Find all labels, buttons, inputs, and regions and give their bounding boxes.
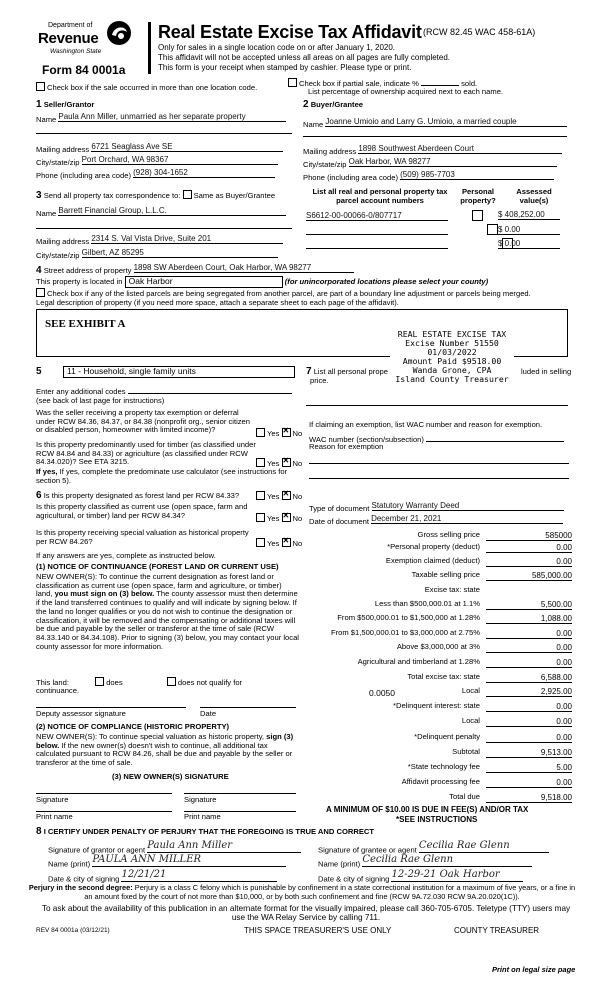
- stamp-line: 01/03/2022: [427, 347, 477, 358]
- seller-name-row: Name Paula Ann Miller, unmarried as her separate property: [36, 112, 292, 125]
- timber-question: Is this property predominantly used for timber (as classified under RCW 84.84 and 84.33) or agriculture (as classified under RCW 84.34.020)? See ETA 3215.: [36, 440, 256, 467]
- calc-row: From $1,500,000.01 to $3,000,000 at 2.75% 0.00: [330, 628, 572, 638]
- buyer-heading: 2 Buyer/Grantee: [303, 99, 364, 110]
- seller-phone-row: Phone (including area code) (928) 304-1652: [36, 168, 275, 181]
- reason-line[interactable]: [309, 463, 569, 464]
- stamp-line: REAL ESTATE EXCISE TAX: [397, 329, 507, 339]
- print-name-label: Print name: [184, 812, 221, 821]
- use-code-select[interactable]: 11 - Household, single family units: [63, 366, 295, 378]
- buyer-city-field[interactable]: Oak Harbor, WA 98277: [349, 157, 557, 167]
- exemption-question: Was the seller receiving a property tax exemption or deferral under RCW 84.36, 84.37, or 84.38 (nonprofit org., senior citizen or disabled person, homeowner with limited income)?: [36, 408, 251, 435]
- same-as-buyer-checkbox[interactable]: [183, 190, 192, 199]
- dor-logo: [36, 22, 136, 78]
- personal-property-line[interactable]: [306, 405, 568, 406]
- county-treasurer-label: COUNTY TREASURER: [454, 926, 540, 935]
- buyer-mail-row: Mailing address 1898 Southwest Aberdeen Court: [303, 144, 562, 157]
- forest-yes-checkbox[interactable]: [256, 491, 265, 500]
- timber-yn: Yes ✕ No: [256, 458, 302, 469]
- corr-name-row: Name Barrett Financial Group, L.L.C.: [36, 206, 286, 219]
- parcel-value-row: [498, 225, 560, 238]
- parcel-value-row: [498, 210, 560, 223]
- partial-percent-field[interactable]: [421, 77, 459, 86]
- dept-line1: Department of: [48, 22, 93, 29]
- partial-sale-check: Check box if partial sale, indicate % sold.: [288, 77, 477, 89]
- parcel-row: [306, 239, 448, 252]
- wac-claim-note: If claiming an exemption, list WAC number and reason for exemption.: [309, 420, 543, 429]
- exemption-yn: Yes ✕ No: [256, 428, 302, 439]
- continuance-word: continuance.: [36, 686, 80, 695]
- deputy-date-line[interactable]: [200, 707, 296, 708]
- segregated-checkbox[interactable]: [36, 288, 45, 297]
- wac-number-field[interactable]: [426, 433, 564, 442]
- reason-label: Reason for exemption: [309, 442, 384, 451]
- parcel-number-field[interactable]: S6612-00-00066-0/807717: [306, 211, 448, 221]
- seller-name-field[interactable]: Paula Ann Miller, unmarried as her separate property: [58, 112, 286, 122]
- stamp-line: Amount Paid $9518.00: [402, 356, 502, 367]
- grantor-date-row: Date & city of signing 12/21/21: [48, 869, 277, 884]
- grantee-date-row: Date & city of signing 12-29-21 Oak Harbor: [318, 869, 523, 884]
- revenue-swirl-icon: [106, 20, 132, 46]
- historic-yes-checkbox[interactable]: [256, 538, 265, 547]
- parcel-value-row: [498, 239, 560, 252]
- alternate-format-note: To ask about the availability of this publication in an alternate format for the visually impaired, please call 360-705-6705. Teletype (TTY) users may use the WA Relay Service by calling 711.: [41, 904, 571, 923]
- grantee-date-city[interactable]: 12-29-21 Oak Harbor: [391, 869, 523, 882]
- timber-no-checkbox[interactable]: [282, 458, 291, 467]
- exemption-no-checkbox[interactable]: [282, 428, 291, 437]
- calc-value[interactable]: 0.00: [486, 778, 572, 788]
- calc-value[interactable]: 585000: [486, 531, 572, 541]
- parcel-personal-checkbox[interactable]: [487, 224, 498, 235]
- property-street-row: 4 Street address of property 1898 SW Aberdeen Court, Oak Harbor, WA 98277: [36, 263, 354, 277]
- partial-sale-checkbox[interactable]: [288, 78, 297, 87]
- add-codes-row: Enter any additional codes: [36, 385, 292, 397]
- forest-question-row: 6 Is this property designated as forest land per RCW 84.33?: [36, 490, 240, 501]
- calc-value[interactable]: 1,088.00: [486, 614, 572, 624]
- calc-row: Agricultural and timberland at 1.28% 0.00: [357, 657, 572, 667]
- buyer-name-field[interactable]: Joanne Umioio and Larry G. Umioio, a married couple: [325, 117, 567, 127]
- doc-type-field[interactable]: Statutory Warranty Deed: [372, 501, 564, 511]
- dept-line2: Revenue: [38, 30, 99, 47]
- calc-row: Total excise tax: state 6,588.00: [407, 672, 572, 682]
- calc-row: Subtotal 9,513.00: [452, 747, 572, 757]
- calc-value[interactable]: 0.00: [486, 658, 572, 668]
- doc-date-row: Date of document December 21, 2021: [309, 514, 563, 527]
- buyer-name-row: Name Joanne Umioio and Larry G. Umioio, a married couple: [303, 117, 567, 130]
- deputy-sig-line[interactable]: [36, 707, 186, 708]
- form-title: Real Estate Excise Tax Affidavit: [158, 22, 422, 42]
- print-name-label: Print name: [36, 812, 73, 821]
- calc-row: Above $3,000,000 at 3% 0.00: [396, 642, 572, 652]
- calc-value[interactable]: 0.00: [486, 717, 572, 727]
- current-use-yn: Yes ✕ No: [256, 513, 302, 524]
- calc-value[interactable]: 2,925.00: [486, 687, 572, 697]
- calc-value[interactable]: 585,000.00: [486, 571, 572, 581]
- treasurer-use-note: THIS SPACE TREASURER'S USE ONLY: [244, 926, 392, 935]
- signature-label: Signature: [184, 795, 217, 804]
- calc-row: Taxable selling price 585,000.00: [411, 570, 572, 580]
- corr-mail-field[interactable]: 2314 S. Val Vista Drive, Suite 201: [91, 234, 283, 244]
- doc-date-field[interactable]: December 21, 2021: [371, 514, 563, 524]
- calc-row: Affidavit processing fee 0.00: [401, 777, 572, 787]
- if-yes-note: If yes, If yes, complete the predominate use calculator (see instructions for section 5).: [36, 467, 288, 485]
- multi-location-checkbox[interactable]: [36, 82, 45, 91]
- parcel-col-personal: Personal property?: [460, 187, 496, 205]
- print-legal-note: Print on legal size page: [492, 965, 576, 974]
- form-number: Form 84 0001a: [42, 63, 126, 77]
- form-title-ref: (RCW 82.45 WAC 458-61A): [423, 27, 536, 37]
- grantor-date-city[interactable]: 12/21/21: [121, 869, 277, 882]
- reason-line[interactable]: [309, 478, 569, 479]
- legal-description: SEE EXHIBIT A: [45, 318, 126, 330]
- calc-value[interactable]: 6,588.00: [486, 673, 572, 683]
- buyer-mail-field[interactable]: 1898 Southwest Aberdeen Court: [358, 144, 562, 154]
- grantee-sig-row: Signature of grantee or agent Cecilia Rae Glenn: [318, 840, 549, 855]
- calc-row: *Delinquent interest: state 0.00: [393, 701, 572, 711]
- calc-value[interactable]: 0.00: [486, 643, 572, 653]
- grantor-sig-row: Signature of grantor or agent Paula Ann Miller: [48, 840, 301, 855]
- corr-name-field[interactable]: Barrett Financial Group, L.L.C.: [58, 206, 286, 216]
- legal-label: Legal description of property (if you need more space, attach a separate sheet to each page of the affidavit).: [36, 298, 399, 307]
- header-divider: [148, 22, 151, 74]
- if-any-note: If any answers are yes, complete as instructed below.: [36, 551, 216, 560]
- grantor-name-row: Name (print) PAULA ANN MILLER: [48, 854, 286, 869]
- grantor-signature[interactable]: Paula Ann Miller: [147, 840, 301, 853]
- seller-phone-field[interactable]: (928) 304-1652: [133, 168, 275, 178]
- compliance-heading: (2) NOTICE OF COMPLIANCE (HISTORIC PROPERTY): [36, 722, 230, 731]
- calc-row: Exemption claimed (deduct) 0.00: [385, 556, 572, 566]
- forest-no-checkbox[interactable]: [282, 491, 291, 500]
- current-use-no-checkbox[interactable]: [282, 513, 291, 522]
- segregated-check: Check box if any of the listed parcels are being segregated from another parcel, are part of a boundary line adjustment or parcels being merged.: [36, 288, 531, 299]
- revision-number: REV 84 0001a (03/12/21): [36, 927, 110, 934]
- does-checkbox[interactable]: [95, 677, 104, 686]
- grantee-name-row: Name (print) Cecilia Rae Glenn: [318, 854, 532, 869]
- wac-number-row: WAC number (section/subsection): [309, 433, 564, 445]
- calc-value[interactable]: 9,513.00: [486, 748, 572, 758]
- section7-price: price.: [310, 376, 329, 385]
- multi-location-check: Check box if the sale occurred in more than one location code.: [36, 82, 257, 93]
- calc-value[interactable]: 0.00: [486, 543, 572, 553]
- new-owner-sig-heading: (3) NEW OWNER(S) SIGNATURE: [112, 772, 229, 781]
- parcel-value-field[interactable]: $ 0.00: [498, 225, 560, 235]
- dept-line3: Washington State: [50, 48, 102, 55]
- header-sub3: This form is your receipt when stamped by cashier. Please type or print.: [158, 63, 412, 72]
- local-rate: 0.0050: [369, 688, 395, 698]
- historic-question: Is this property receiving special valuation as historical property per RCW 84.26?: [36, 528, 249, 546]
- seller-name-line2: [36, 133, 292, 134]
- parcel-col-numbers: List all real and personal property tax parcel account numbers: [312, 187, 448, 205]
- calc-row: Excise tax: state: [424, 585, 480, 594]
- continuance-text: NEW OWNER(S): To continue the current designation as forest land or classification as current use (open space, farm and agriculture, or timber) land, you must sign on (3) below. The county assessor must then determine if the land transferred continues to qualify and will indicate by signing below. If the land no longer qualifies or you do not wish to continue the designation or classification, it will be removed and the compensating or additional taxes will be due and payable by the seller or transferor at the time of sale (RCW 84.33.140 or 84.34.108). Prior to signing (3) below, you may contact your local county assessor for more information.: [36, 572, 299, 651]
- calc-row: Local 0.00: [461, 716, 572, 726]
- exemption-yes-checkbox[interactable]: [256, 428, 265, 437]
- seller-heading: 1 Seller/Grantor: [36, 99, 95, 110]
- add-codes-field[interactable]: [128, 385, 292, 394]
- current-use-yes-checkbox[interactable]: [256, 513, 265, 522]
- new-owner-sig-line[interactable]: [36, 793, 172, 794]
- grantor-print-name[interactable]: PAULA ANN MILLER: [92, 854, 286, 867]
- parcel-col-value: Assessed value(s): [516, 187, 552, 205]
- calc-value[interactable]: 0.00: [486, 557, 572, 567]
- calc-value[interactable]: 9,518.00: [486, 793, 572, 803]
- calc-row: Gross selling price 585000: [417, 530, 572, 540]
- calc-value[interactable]: 0.00: [486, 702, 572, 712]
- calc-row: Less than $500,000.01 at 1.1% 5,500.00: [374, 599, 572, 609]
- located-select[interactable]: Oak Harbor: [125, 276, 283, 288]
- buyer-city-row: City/state/zip Oak Harbor, WA 98277: [303, 157, 557, 170]
- buyer-phone-row: Phone (including area code) (509) 985-7703: [303, 170, 554, 183]
- treasurer-stamp: [390, 330, 514, 384]
- signature-label: Signature: [36, 795, 69, 804]
- buyer-phone-field[interactable]: (509) 985-7703: [400, 170, 554, 180]
- current-use-question: Is this property classified as current use (open space, farm and agricultural, or timber) land per RCW 84.34?: [36, 502, 248, 520]
- doc-type-row: Type of document Statutory Warranty Deed: [309, 501, 564, 514]
- minimum-note: A MINIMUM OF $10.00 IS DUE IN FEE(S) AND/OR TAX: [326, 805, 529, 814]
- corr-city-row: City/state/zip Gilbert, AZ 85295: [36, 248, 278, 261]
- seller-mail-field[interactable]: 6721 Seaglass Ave SE: [91, 142, 283, 152]
- new-owner-sig-line[interactable]: [184, 793, 296, 794]
- certify-row: 8 I CERTIFY UNDER PENALTY OF PERJURY THAT THE FOREGOING IS TRUE AND CORRECT: [36, 826, 375, 837]
- grantee-print-name[interactable]: Cecilia Rae Glenn: [362, 854, 532, 867]
- historic-yn: Yes ✕ No: [256, 538, 302, 549]
- seller-mail-row: Mailing address 6721 Seaglass Ave SE: [36, 142, 283, 155]
- deputy-date-label: Date: [200, 709, 217, 718]
- calc-value[interactable]: 5.00: [486, 763, 572, 773]
- parcel-value-field[interactable]: $ 408,252.00: [498, 210, 560, 220]
- this-land-row: This land: does does not qualify for: [36, 678, 243, 687]
- corr-city-field[interactable]: Gilbert, AZ 85295: [82, 248, 278, 258]
- section7-row: 7 List all personal prope: [306, 366, 388, 377]
- calc-row: *Delinquent penalty 0.00: [414, 732, 572, 742]
- see-instructions: *SEE INSTRUCTIONS: [396, 815, 478, 824]
- calc-row: *Personal property (deduct) 0.00: [387, 542, 572, 552]
- forest-yn: Yes ✕ No: [256, 491, 302, 502]
- calc-row: *State technology fee 5.00: [407, 762, 572, 772]
- parcel-row: [306, 225, 448, 238]
- header-sub2: This affidavit will not be accepted unless all areas on all pages are fully completed.: [158, 53, 451, 62]
- parcel-personal-checkbox[interactable]: [472, 210, 483, 221]
- property-street-field[interactable]: 1898 SW Aberdeen Court, Oak Harbor, WA 98277: [134, 263, 354, 273]
- calc-value[interactable]: 0.00: [486, 733, 572, 743]
- stamp-line: Excise Number 51550: [405, 338, 499, 349]
- calc-row: 0.0050 Local 2,925.00: [369, 686, 572, 698]
- property-located-row: This property is located in Oak Harbor (for unincorporated locations please select your county): [36, 276, 489, 286]
- see-back-note: (see back of last page for instructions): [36, 396, 165, 405]
- grantee-signature[interactable]: Cecilia Rae Glenn: [419, 840, 549, 853]
- perjury-notice: Perjury in the second degree: Perjury is a class C felony which is punishable by confinement in a state correctional institution for a maximum of five years, or a fine in an amount fixed by the court of not more than $10,000, or by both such confinement and fine (RCW 9A.72.030 RCW 9A.20.020(1C)).: [28, 883, 576, 901]
- historic-no-checkbox[interactable]: [282, 538, 291, 547]
- compliance-text: NEW OWNER(S): To continue special valuation as historic property, sign (3) below. If the new owner(s) doesn't wish to continue, all additional tax calculated pursuant to RCW 84.26, shall be due and payable by the seller or transferor at the time of sale.: [36, 732, 294, 768]
- corr-mail-row: Mailing address 2314 S. Val Vista Drive, Suite 201: [36, 234, 283, 247]
- calc-row: Total due 9,518.00: [449, 792, 572, 802]
- parcel-value-field[interactable]: $ 0.00: [498, 239, 560, 249]
- corr-name-line2: [36, 228, 292, 229]
- stamp-line: Island County Treasurer: [395, 374, 509, 385]
- seller-city-row: City/state/zip Port Orchard, WA 98367: [36, 155, 278, 168]
- parcel-number-field[interactable]: [306, 225, 448, 235]
- deputy-sig-label: Deputy assessor signature: [36, 709, 126, 718]
- parcel-number-field[interactable]: [306, 239, 448, 249]
- parcel-row: [306, 211, 448, 224]
- calc-value[interactable]: 0.00: [486, 629, 572, 639]
- seller-city-field[interactable]: Port Orchard, WA 98367: [82, 155, 278, 165]
- header-sub1: Only for sales in a single location code on or after January 1, 2020.: [158, 43, 396, 52]
- stamp-line: Wanda Grone, CPA: [412, 365, 492, 376]
- section7-included: luded in selling: [521, 367, 572, 376]
- section5-number: 5: [36, 366, 42, 377]
- continuance-heading: (1) NOTICE OF CONTINUANCE (FOREST LAND OR CURRENT USE): [36, 562, 279, 571]
- does-not-checkbox[interactable]: [167, 677, 176, 686]
- buyer-name-line2: [303, 136, 567, 137]
- partial-list-note: List percentage of ownership acquired next to each name.: [308, 87, 504, 96]
- correspondence-heading: 3 Send all property tax correspondence to: Same as Buyer/Grantee: [36, 190, 276, 201]
- calc-value[interactable]: 5,500.00: [486, 600, 572, 610]
- calc-row: From $500,000.01 to $1,500,000 at 1.28% 1,088.00: [337, 613, 572, 623]
- timber-yes-checkbox[interactable]: [256, 458, 265, 467]
